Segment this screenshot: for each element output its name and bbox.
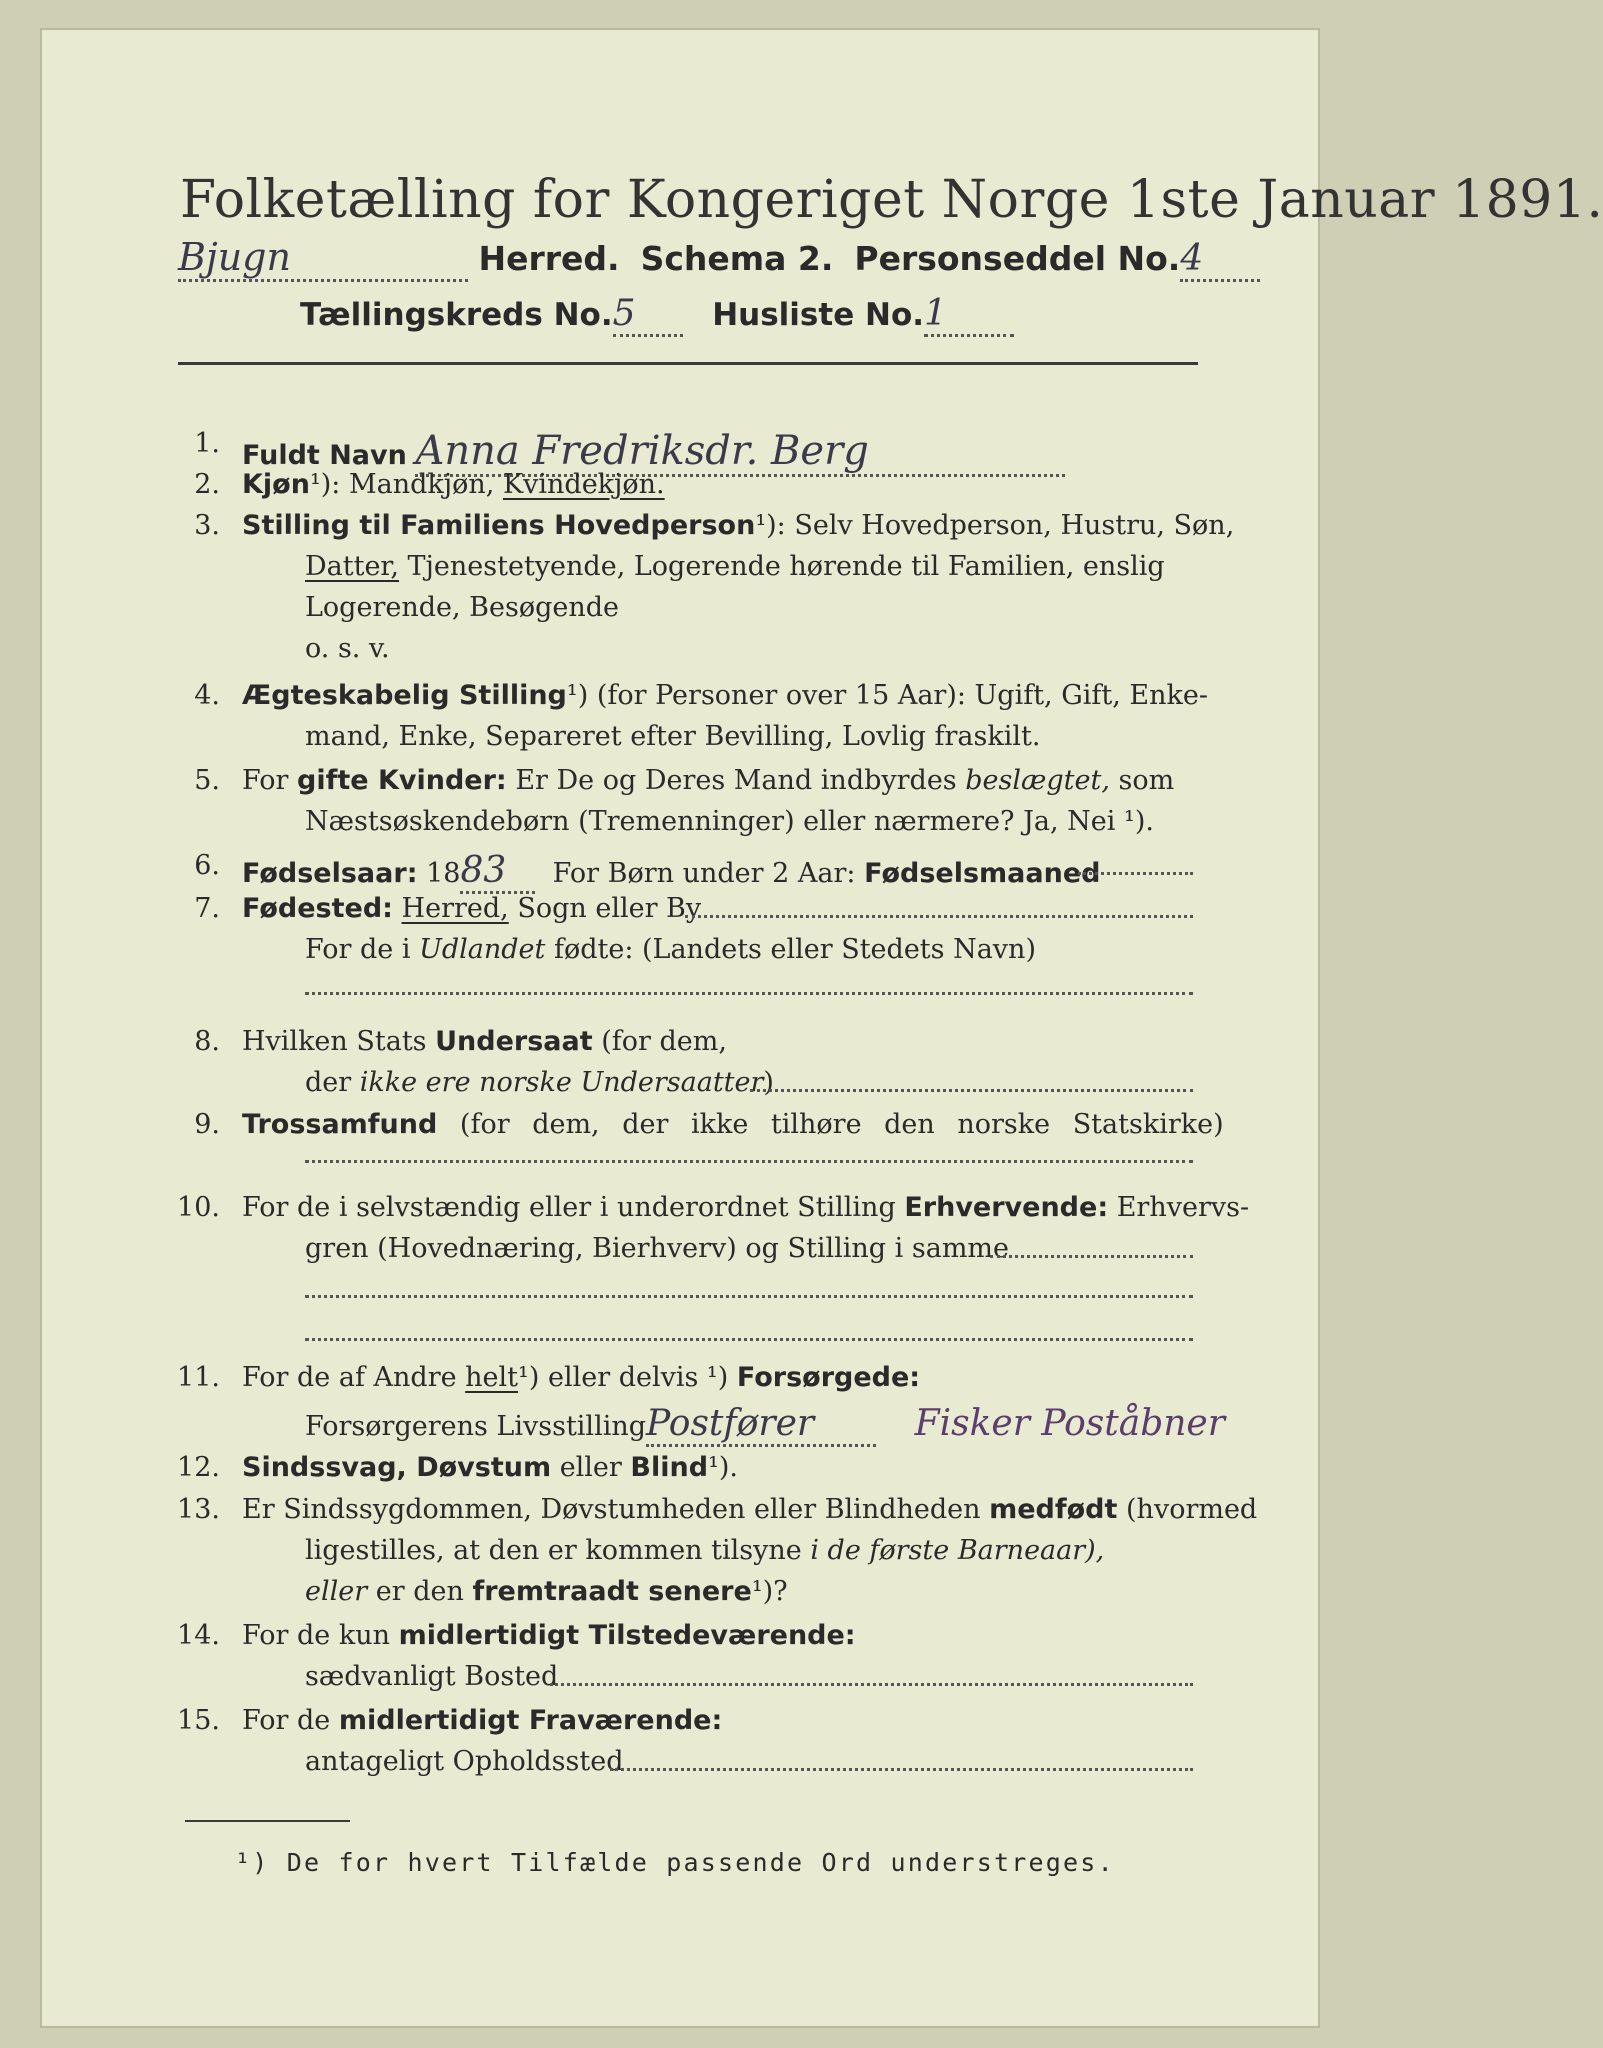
item-6 [242,850,1100,894]
item-14-number: 14. [177,1620,220,1651]
husliste-value: 1 [924,293,1014,337]
medfodt-eller: eller [305,1576,368,1607]
sindssvag-note: ¹). [708,1452,739,1483]
livsstilling-label: Forsørgerens Livsstilling [305,1411,647,1442]
medfodt-prefix: Er Sindssygdommen, Døvstumheden eller Blindheden [242,1494,981,1525]
sindssvag-label: Sindssvag, Døvstum [242,1452,552,1483]
fravaerende-label: midlertidigt Fraværende: [338,1705,723,1736]
item-11-line-2 [305,1403,1225,1447]
item-7-number: 7. [194,893,220,924]
item-2-number: 2. [194,469,220,500]
item-15 [242,1705,722,1736]
herred-value: Bjugn [178,235,468,282]
herred-label: Herred. [478,239,620,278]
stilling-label: Stilling til Familiens Hovedperson [242,510,756,541]
item-15-line-2: antageligt Opholdssted [305,1746,624,1777]
item-10-line-2: gren (Hovednæring, Bierhverv) og Stilling i samme [305,1233,1010,1264]
item-14-line-2: sædvanligt Bosted [305,1661,559,1692]
personseddel-value: 4 [1180,238,1260,282]
aegteskab-options: ¹) (for Personer over 15 Aar): Ugift, Gift, Enke- [566,680,1208,711]
fravaerende-prefix: For de [242,1705,331,1736]
item-7 [242,893,701,924]
kjon-value: Kvindekjøn. [502,469,665,500]
fodselsmaaned-field [1078,872,1193,875]
tilstede-label: midlertidigt Tilstedeværende: [398,1620,856,1651]
fremtraadt-label: fremtraadt senere [472,1576,752,1607]
item-3-line-4: o. s. v. [305,633,390,664]
item-3-number: 3. [194,510,220,541]
stilling-options: ¹): Selv Hovedperson, Hustru, Søn, [755,510,1235,541]
medfodt-note: ¹)? [751,1576,788,1607]
item-2 [242,469,665,500]
medfodt-barneaar: i de første Barneaar), [810,1535,1105,1566]
stilling-value: Datter, [305,551,399,582]
blind-label: Blind [630,1452,709,1483]
trossamfund-field [305,1160,1193,1163]
item-15-number: 15. [177,1705,220,1736]
fodselsaar-prefix: 18 [426,858,461,889]
trossamfund-text: (for dem, der ikke tilhøre den norske Statskirke) [459,1109,1224,1140]
footnote-rule [185,1820,350,1822]
fodested-label: Fødested: [242,893,393,924]
undersaat-field [750,1089,1193,1092]
undersaat-text: (for dem, [601,1026,727,1057]
born-under-2-label: For Børn under 2 Aar: [552,858,856,889]
item-8-line-2: der ikke ere norske Undersaatter) [305,1067,774,1098]
taellingskreds-value: 5 [613,293,683,337]
item-5-number: 5. [194,765,220,796]
kjon-label: Kjøn [242,469,310,500]
item-3 [242,510,1234,541]
udland-field [305,992,1193,995]
item-5-prefix: For [242,765,289,796]
fodselsmaaned-label: Fødselsmaaned [864,858,1101,889]
livsstilling-value-2: Fisker Poståbner [914,1403,1225,1444]
fodselsaar-label: Fødselsaar: [242,858,418,889]
erhverv-field-1 [990,1255,1193,1258]
item-10-number: 10. [177,1192,220,1223]
aegteskab-label: Ægteskabelig Stilling [242,680,567,711]
schema-label: Schema 2. [640,239,834,278]
fodested-options: Sogn eller By [517,893,702,924]
erhverv-prefix: For de i selvstændig eller i underordnet Stilling [242,1192,896,1223]
medfodt-line2: ligestilles, at den er kommen tilsyne [305,1535,802,1566]
forsorgede-prefix: For de af Andre [242,1362,457,1393]
item-14 [242,1620,856,1651]
item-9 [242,1109,1224,1140]
fuldt-navn-label: Fuldt Navn [242,440,407,471]
item-7-line-2 [305,934,1036,965]
kjon-options: ¹): Mandkjøn, [309,469,495,500]
item-5-text: Er De og Deres Mand indbyrdes [515,765,957,796]
item-5-beslaegtet: beslægtet, [965,765,1110,796]
erhverv-field-2 [305,1295,1193,1298]
forsorgede-label: Forsørgede: [736,1362,921,1393]
item-1-number: 1. [194,428,220,459]
medfodt-label: medfødt [989,1494,1118,1525]
item-8-number: 8. [194,1026,220,1057]
item-5 [242,765,1174,796]
erhvervende-label: Erhvervende: [904,1192,1109,1223]
medfodt-er-den: er den [375,1576,464,1607]
item-6-number: 6. [194,850,220,881]
undersaat-der: der [305,1067,352,1098]
item-4-line-2: mand, Enke, Separeret efter Bevilling, Lovlig fraskilt. [305,721,1041,752]
item-11 [242,1362,920,1393]
item-13-line-2 [305,1535,1104,1566]
forsorgede-delvis: ¹) eller delvis ¹) [518,1362,729,1393]
undersaat-prefix: Hvilken Stats [242,1026,427,1057]
udland-word: Udlandet [419,934,546,965]
undersaat-label: Undersaat [435,1026,593,1057]
item-13-number: 13. [177,1494,220,1525]
udland-prefix: For de i [305,934,411,965]
fuldt-navn-value: Anna Fredriksdr. Berg [415,428,1065,477]
header-line-3 [300,293,1014,337]
gifte-kvinder-label: gifte Kvinder: [297,765,507,796]
sindssvag-eller: eller [559,1452,622,1483]
item-11-number: 11. [177,1362,220,1393]
undersaat-italic: ikke ere norske Undersaatter [359,1067,764,1098]
form-title: Folketælling for Kongeriget Norge 1ste Januar 1891. [180,170,1603,230]
item-10 [242,1192,1249,1223]
livsstilling-value-1: Postfører [646,1403,876,1447]
fodested-field [685,915,1193,918]
medfodt-suffix: (hvormed [1126,1494,1258,1525]
fodselsaar-value: 83 [460,850,535,894]
opholdssted-field [610,1768,1193,1771]
item-5-som: som [1118,765,1175,796]
forsorgede-helt: helt [465,1362,519,1393]
item-13-line-3 [305,1576,788,1607]
header-line-2 [178,235,1260,282]
personseddel-label: Personseddel No. [854,239,1181,278]
item-5-line-2: Næstsøskendebørn (Tremenninger) eller nærmere? Ja, Nei ¹). [305,806,1154,837]
item-9-number: 9. [194,1109,220,1140]
taellingskreds-label: Tællingskreds No. [300,297,613,333]
item-3-line-2 [305,551,1165,582]
erhverv-field-3 [305,1338,1193,1341]
trossamfund-label: Trossamfund [242,1109,438,1140]
item-3-line-3: Logerende, Besøgende [305,592,619,623]
bosted-field [550,1683,1193,1686]
udland-text: fødte: (Landets eller Stedets Navn) [553,934,1036,965]
item-8 [242,1026,727,1057]
erhverv-suffix: Erhvervs- [1116,1192,1250,1223]
tilstede-prefix: For de kun [242,1620,390,1651]
header-rule [178,362,1198,365]
item-4 [242,680,1208,711]
husliste-label: Husliste No. [712,297,925,333]
item-4-number: 4. [194,680,220,711]
stilling-options-2: Tjenestetyende, Logerende hørende til Familien, enslig [407,551,1165,582]
item-12-number: 12. [177,1452,220,1483]
item-13 [242,1494,1257,1525]
item-12 [242,1452,738,1483]
fodested-value: Herred, [401,893,509,924]
footnote: ¹) De for hvert Tilfælde passende Ord understreges. [235,1848,1115,1877]
